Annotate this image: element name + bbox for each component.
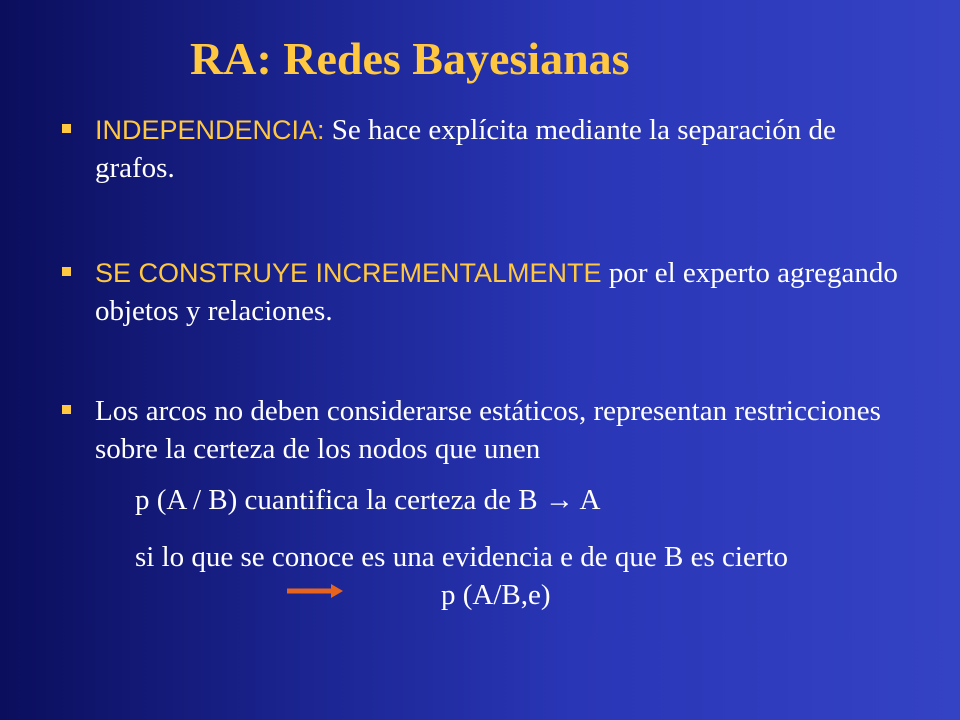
sub-line-evidencia: si lo que se conoce es una evidencia e de que B es cierto: [135, 541, 789, 573]
sub-line-suffix: A: [573, 484, 601, 516]
implies-arrow-symbol: →: [544, 484, 574, 516]
sub-line-prefix: p (A / B) cuantifica la certeza de B: [135, 484, 545, 516]
right-arrow-icon: [285, 581, 345, 601]
bullet-text: [95, 254, 912, 330]
square-bullet-icon: [62, 124, 71, 133]
bullet-body: Los arcos no deben considerarse estáticos, representan restricciones sobre la certeza de los nodos que unen: [95, 395, 881, 465]
sub-line-cuantifica: [135, 481, 600, 519]
bullet-highlight: SE CONSTRUYE INCREMENTALMENTE: [95, 258, 602, 288]
bullet-text: [95, 392, 912, 468]
bullet-independencia: [62, 111, 912, 187]
square-bullet-icon: [62, 405, 71, 414]
slide-title: RA: Redes Bayesianas: [190, 33, 630, 84]
bullet-body: Se hace explícita mediante la separación de grafos.: [95, 114, 836, 184]
formula: p (A/B,e): [441, 579, 551, 611]
bullet-construye: [62, 254, 912, 330]
bullet-highlight: INDEPENDENCIA:: [95, 115, 325, 145]
bullet-arcos: [62, 392, 912, 468]
bullet-body: por el experto agregando objetos y relaciones.: [95, 257, 898, 327]
bullet-text: [95, 111, 912, 187]
square-bullet-icon: [62, 267, 71, 276]
